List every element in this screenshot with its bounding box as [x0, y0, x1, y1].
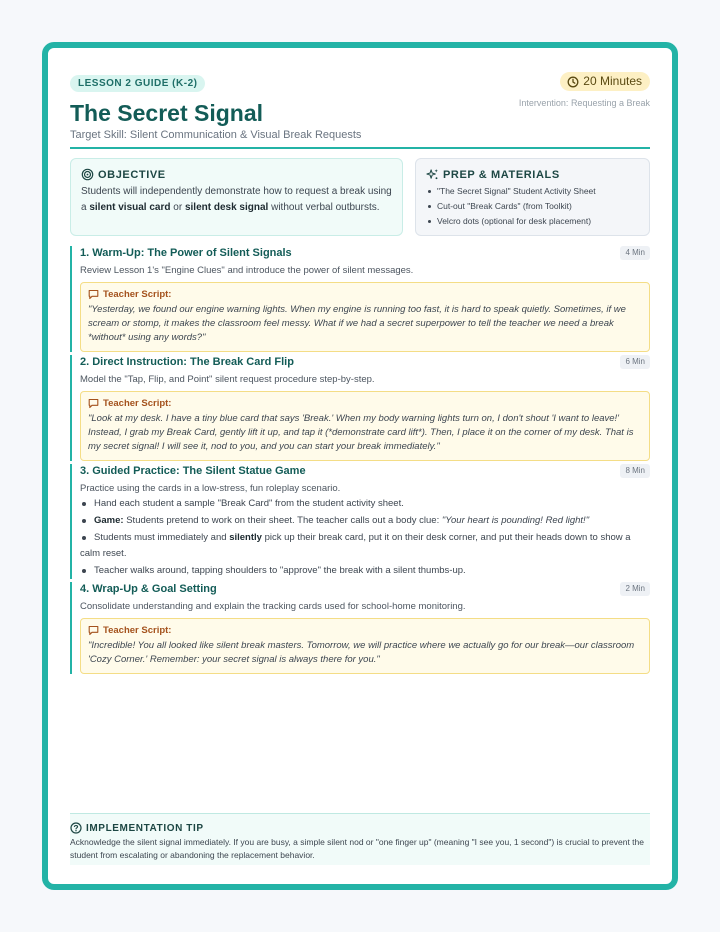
teacher-script-text: "Yesterday, we found our engine warning lights. When my engine is running too fast, it is hard to speak quietly. Sometimes, if we scream or stomp, it makes the classroom feel messy. What if we had a secret superpower to tell the teacher we need a break *without* using any words?" [88, 304, 626, 343]
time-badge [560, 72, 650, 91]
list-item-text: Students must immediately and [94, 532, 230, 543]
section-title: 3. Guided Practice: The Silent Statue Game [80, 465, 306, 477]
list-item: Hand each student a sample "Break Card" from the student activity sheet. [80, 496, 650, 512]
intervention-subnote: Intervention: Requesting a Break [518, 98, 650, 108]
objective-text [81, 184, 392, 216]
clock-icon [567, 76, 579, 88]
sparkles-icon [426, 168, 439, 181]
duration-badge: 8 Min [620, 464, 650, 478]
speech-bubble-icon [88, 289, 99, 300]
header-divider [70, 147, 650, 149]
tip-heading [70, 822, 650, 834]
lesson-card [42, 42, 678, 890]
teacher-script-box [80, 282, 650, 352]
section-description: Practice using the cards in a low-stress, fun roleplay scenario. [80, 483, 341, 494]
objective-heading [81, 168, 392, 181]
section-title: 4. Wrap-Up & Goal Setting [80, 583, 217, 595]
target-skill: Target Skill: Silent Communication & Visual Break Requests [70, 129, 362, 141]
tip-heading-label: IMPLEMENTATION TIP [86, 822, 204, 834]
implementation-tip [70, 813, 650, 865]
list-item-bold: silently [229, 532, 262, 543]
prep-item: Velcro dots (optional for desk placement) [426, 214, 639, 229]
objective-box [70, 158, 403, 236]
teacher-script-label: Teacher Script: [103, 625, 172, 636]
objective-text-1: Students will independently demonstrate how to request a break using a [81, 186, 392, 213]
objective-text-3: without verbal outbursts. [268, 202, 380, 213]
section-wrap-up [70, 582, 650, 674]
lesson-badge: LESSON 2 GUIDE (K-2) [70, 75, 205, 92]
teacher-script-text: "Look at my desk. I have a tiny blue card that says 'Break.' When my body warning lights turn on, I don't shout 'I want to leave!' Instead, I grab my Break Card, gently lift it up, and tap it (*demonstrate card lift*). Then, I place it on the corner of my desk. That is my secret signal! I will see it, nod to you, and you can start your break immediately." [88, 413, 634, 452]
section-direct-instruction [70, 355, 650, 461]
list-item [80, 513, 650, 529]
section-description: Model the "Tap, Flip, and Point" silent request procedure step-by-step. [80, 374, 375, 385]
speech-bubble-icon [88, 398, 99, 409]
prep-heading-label: PREP & MATERIALS [443, 168, 560, 181]
teacher-script-heading [88, 288, 642, 301]
prep-box [415, 158, 650, 236]
prep-list [426, 184, 639, 229]
objective-bold-2: silent desk signal [184, 202, 269, 213]
objective-text-2: or [170, 202, 185, 213]
objective-bold-1: silent visual card [89, 202, 171, 213]
prep-item: "The Secret Signal" Student Activity Sheet [426, 184, 639, 199]
teacher-script-label: Teacher Script: [103, 398, 172, 409]
list-item-bold: Game: [94, 515, 124, 526]
duration-badge: 6 Min [620, 355, 650, 369]
page-title: The Secret Signal [70, 100, 264, 126]
prep-heading [426, 168, 639, 181]
duration-badge: 2 Min [620, 582, 650, 596]
teacher-script-heading [88, 624, 642, 637]
section-title: 2. Direct Instruction: The Break Card Flip [80, 356, 294, 368]
speech-bubble-icon [88, 625, 99, 636]
teacher-script-heading [88, 397, 642, 410]
section-description: Review Lesson 1's "Engine Clues" and introduce the power of silent messages. [80, 265, 414, 276]
list-item-text: pick up their break card, put it on their desk corner, and put their heads down to show a calm reset. [80, 532, 631, 559]
teacher-script-box [80, 618, 650, 674]
section-title: 1. Warm-Up: The Power of Silent Signals [80, 247, 292, 259]
help-circle-icon [70, 822, 82, 834]
section-warm-up [70, 246, 650, 352]
list-item-italic: "Your heart is pounding! Red light!" [441, 515, 590, 526]
prep-item: Cut-out "Break Cards" (from Toolkit) [426, 199, 639, 214]
section-guided-practice [70, 464, 650, 579]
list-item [80, 530, 650, 562]
teacher-script-label: Teacher Script: [103, 289, 172, 300]
teacher-script-box [80, 391, 650, 461]
list-item-text: Students pretend to work on their sheet. The teacher calls out a body clue: [123, 515, 442, 526]
teacher-script-text: "Incredible! You all looked like silent break masters. Tomorrow, we will practice where we actually go for our break—our classroom 'Cozy Corner.' Remember: your secret signal is always there for you." [88, 640, 635, 665]
time-badge-label: 20 Minutes [583, 74, 642, 88]
section-description: Consolidate understanding and explain the tracking cards used for school-home monitoring. [80, 601, 466, 612]
list-item: Teacher walks around, tapping shoulders to "approve" the break with a silent thumbs-up. [80, 563, 650, 579]
target-icon [81, 168, 94, 181]
tip-text: Acknowledge the silent signal immediately. If you are busy, a simple silent nod or "one finger up" (meaning "I see you, 1 second") is crucial to prevent the student from escalating or abandoning the replacement behavior. [70, 837, 644, 860]
objective-heading-label: OBJECTIVE [98, 168, 166, 181]
duration-badge: 4 Min [620, 246, 650, 260]
practice-steps-list [80, 496, 650, 579]
